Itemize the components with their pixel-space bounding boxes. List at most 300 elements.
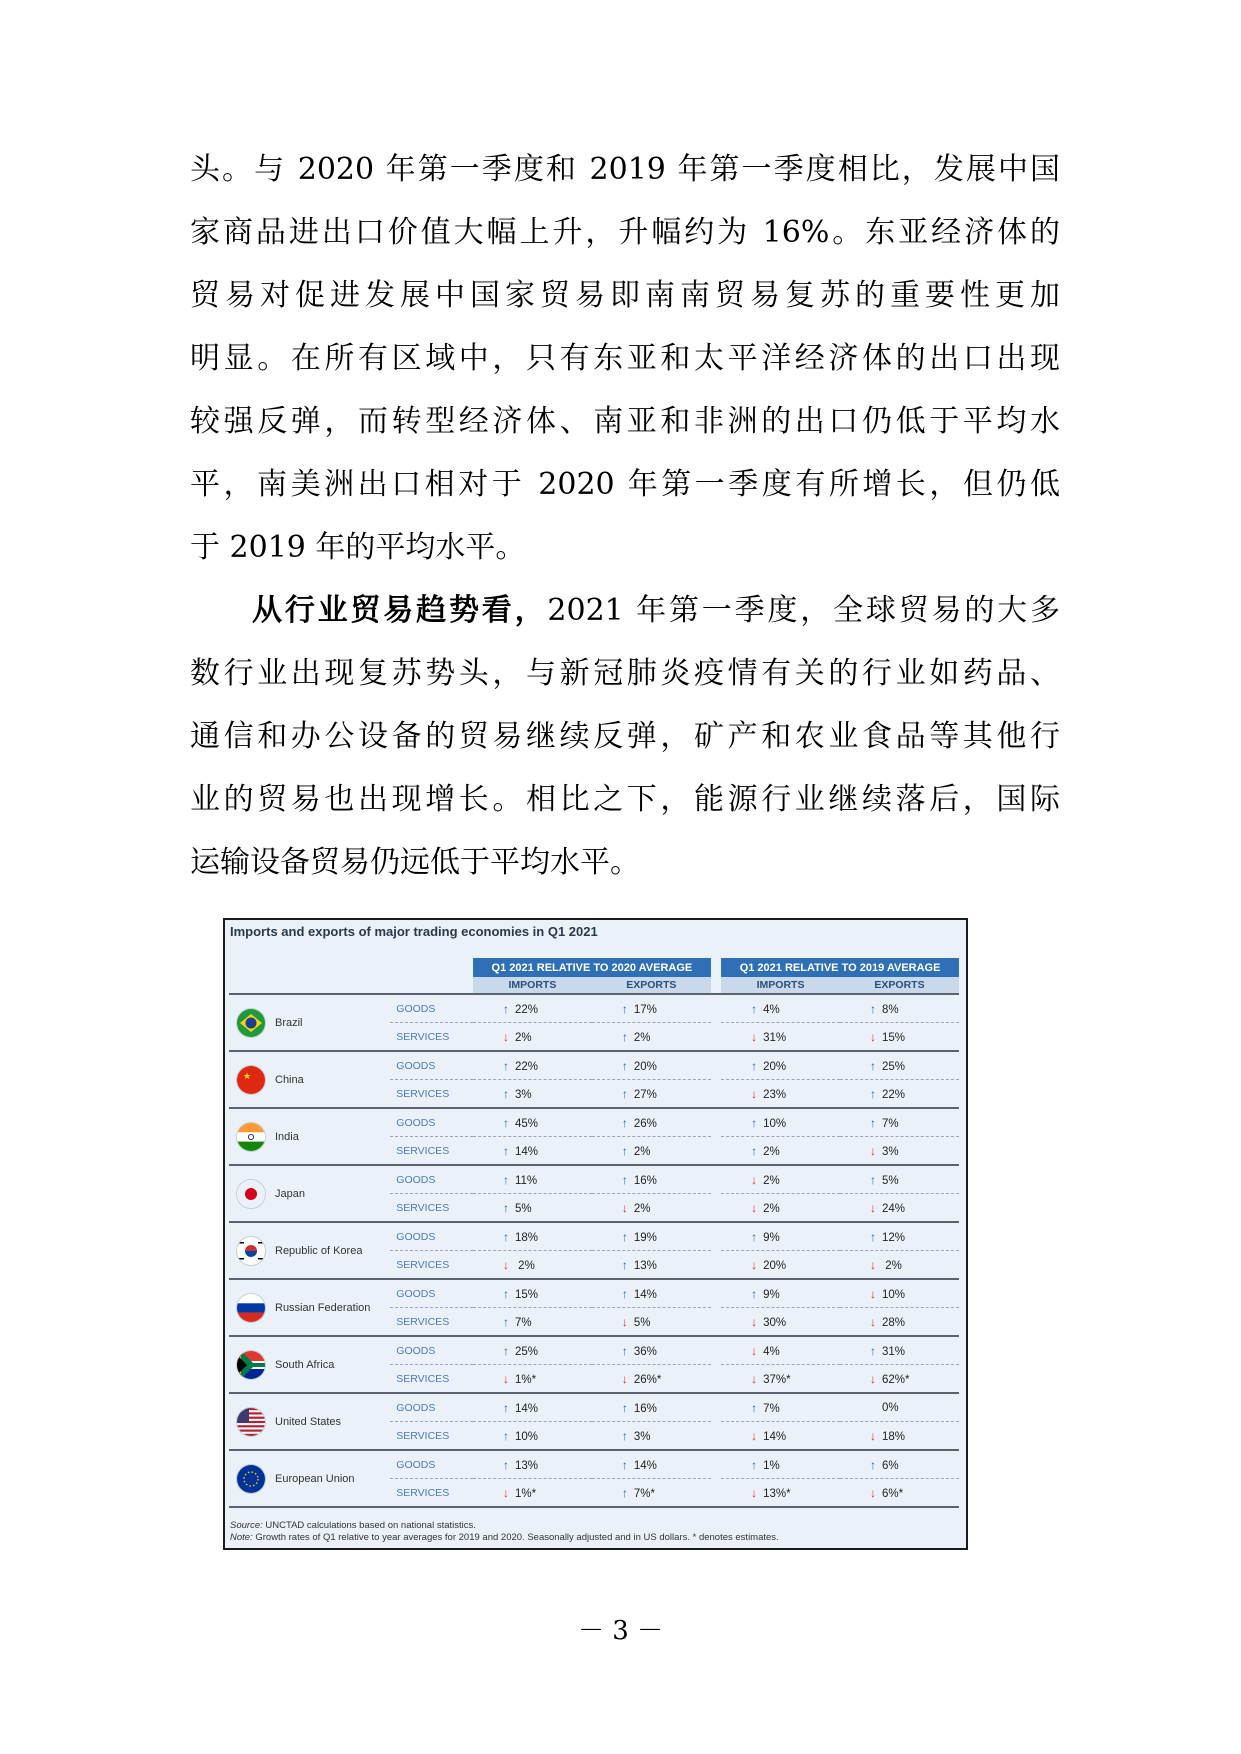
- value-cell: [840, 1479, 959, 1508]
- arrow-up-icon: ↑: [621, 1257, 628, 1272]
- goods-label: GOODS: [390, 1336, 473, 1365]
- group-header-2019: Q1 2021 RELATIVE TO 2019 AVERAGE: [721, 958, 959, 977]
- value-text: 2%: [763, 1202, 780, 1215]
- value-text: 22%: [514, 1060, 539, 1073]
- arrow-up-icon: ↑: [621, 1172, 628, 1187]
- arrow-down-icon: ↓: [751, 1343, 758, 1358]
- arrow-down-icon: ↓: [870, 1314, 876, 1329]
- value-text: 19%: [633, 1231, 657, 1244]
- value-text: 9%: [763, 1231, 780, 1244]
- arrow-up-icon: ↑: [502, 1200, 509, 1215]
- col-imports-2020: IMPORTS: [473, 977, 592, 994]
- value-cell: [721, 1165, 840, 1194]
- value-text: 25%: [882, 1060, 906, 1073]
- value-text: 14%: [514, 1402, 539, 1415]
- arrow-up-icon: ↑: [502, 1457, 509, 1472]
- value-cell: [721, 1479, 840, 1508]
- value-cell: [721, 1422, 840, 1451]
- country-name: India: [275, 1130, 299, 1143]
- value-text: 2%: [633, 1202, 651, 1215]
- value-text: 17%: [633, 1003, 657, 1016]
- value-text: 15%: [514, 1288, 539, 1301]
- text-line: 于 2019 年的平均水平。: [190, 530, 526, 565]
- figure-notes: [230, 1520, 779, 1544]
- value-cell: [473, 1051, 592, 1080]
- value-text: 36%: [633, 1345, 657, 1358]
- table-row: [229, 1279, 959, 1308]
- value-cell: [721, 994, 840, 1023]
- value-cell: [840, 1222, 959, 1251]
- value-text: 31%: [882, 1345, 906, 1358]
- value-cell: [592, 1137, 711, 1166]
- value-cell: [473, 1194, 592, 1223]
- services-label: SERVICES: [390, 1080, 473, 1109]
- country-cell: [229, 1051, 390, 1108]
- value-text: 2%: [514, 1031, 532, 1044]
- arrow-up-icon: ↑: [870, 1115, 876, 1130]
- value-cell: [592, 1450, 711, 1479]
- value-cell: [721, 1222, 840, 1251]
- country-cell: [229, 1279, 390, 1336]
- value-text: 18%: [514, 1231, 539, 1244]
- table-row: [229, 1108, 959, 1137]
- value-cell: [840, 1137, 959, 1166]
- arrow-up-icon: ↑: [502, 1343, 509, 1358]
- value-text: 13%: [514, 1459, 539, 1472]
- value-text: 5%: [514, 1202, 532, 1215]
- arrow-up-icon: ↑: [502, 1001, 509, 1016]
- value-cell: [840, 1051, 959, 1080]
- value-cell: [592, 1479, 711, 1508]
- value-cell: [721, 1251, 840, 1280]
- value-cell: [473, 1422, 592, 1451]
- goods-label: GOODS: [390, 1450, 473, 1479]
- note-label: Note:: [230, 1532, 253, 1543]
- value-text: 25%: [514, 1345, 539, 1358]
- table-row: [229, 1165, 959, 1194]
- value-text: 2%: [633, 1145, 651, 1158]
- arrow-up-icon: ↑: [751, 1058, 758, 1073]
- value-text: 20%: [763, 1259, 787, 1272]
- value-text: 3%: [882, 1145, 899, 1158]
- value-text: 1%*: [514, 1373, 537, 1386]
- value-cell: [840, 1279, 959, 1308]
- value-text: 2%: [763, 1145, 780, 1158]
- arrow-up-icon: ↑: [502, 1428, 509, 1443]
- value-cell: [592, 1108, 711, 1137]
- arrow-up-icon: ↑: [502, 1400, 509, 1415]
- value-text: 26%: [633, 1117, 657, 1130]
- value-cell: [840, 1308, 959, 1337]
- services-label: SERVICES: [390, 1251, 473, 1280]
- arrow-up-icon: ↑: [621, 1058, 628, 1073]
- value-cell: [473, 1165, 592, 1194]
- country-name: South Africa: [275, 1358, 335, 1371]
- value-text: 6%: [882, 1459, 899, 1472]
- paragraph-2: [190, 579, 1060, 894]
- value-cell: [840, 1422, 959, 1451]
- russia-flag-icon: [237, 1294, 265, 1322]
- arrow-up-icon: ↑: [751, 1229, 758, 1244]
- col-imports-2019: IMPORTS: [721, 977, 840, 994]
- arrow-up-icon: ↑: [502, 1286, 509, 1301]
- arrow-up-icon: ↑: [502, 1314, 509, 1329]
- table-row: [229, 1336, 959, 1365]
- arrow-down-icon: ↓: [751, 1257, 758, 1272]
- value-cell: [592, 1222, 711, 1251]
- value-text: 28%: [882, 1316, 906, 1329]
- country-name: Japan: [275, 1187, 305, 1200]
- arrow-down-icon: ↓: [870, 1029, 876, 1044]
- arrow-up-icon: ↑: [502, 1229, 509, 1244]
- value-text: 3%: [514, 1088, 532, 1101]
- value-cell: [473, 1279, 592, 1308]
- arrow-up-icon: ↑: [621, 1485, 628, 1500]
- value-text: 18%: [882, 1430, 906, 1443]
- arrow-down-icon: ↓: [751, 1029, 758, 1044]
- arrow-up-icon: ↑: [502, 1086, 509, 1101]
- country-name: China: [275, 1073, 304, 1086]
- value-cell: [592, 1080, 711, 1109]
- text-line: 家商品进出口价值大幅上升，升幅约为 16%。东亚经济体的: [190, 215, 1060, 250]
- goods-label: GOODS: [390, 994, 473, 1023]
- arrow-down-icon: ↓: [502, 1371, 509, 1386]
- value-cell: [721, 1336, 840, 1365]
- arrow-up-icon: ↑: [870, 1172, 876, 1187]
- value-cell: [592, 1336, 711, 1365]
- services-label: SERVICES: [390, 1422, 473, 1451]
- arrow-down-icon: ↓: [870, 1257, 876, 1272]
- value-cell: [592, 994, 711, 1023]
- arrow-down-icon: ↓: [751, 1371, 758, 1386]
- text-line: 数行业出现复苏势头，与新冠肺炎疫情有关的行业如药品、: [190, 656, 1060, 691]
- value-cell: [721, 1308, 840, 1337]
- value-cell: [840, 1194, 959, 1223]
- value-text: 7%: [882, 1117, 899, 1130]
- services-label: SERVICES: [390, 1479, 473, 1508]
- paragraph-2-first-line: [190, 579, 1060, 642]
- services-label: SERVICES: [390, 1365, 473, 1394]
- text-line: 较强反弹，而转型经济体、南亚和非洲的出口仍低于平均水: [190, 404, 1060, 439]
- value-text: 6%*: [882, 1487, 904, 1500]
- arrow-up-icon: ↑: [502, 1058, 509, 1073]
- value-text: 0%: [882, 1401, 899, 1414]
- arrow-down-icon: ↓: [751, 1172, 758, 1187]
- value-cell: [840, 1393, 959, 1422]
- goods-label: GOODS: [390, 1108, 473, 1137]
- value-text: 2%: [514, 1259, 535, 1272]
- arrow-down-icon: ↓: [502, 1257, 509, 1272]
- table-bottom-rule: [229, 1507, 959, 1508]
- services-label: SERVICES: [390, 1194, 473, 1223]
- value-cell: [840, 1165, 959, 1194]
- value-cell: [840, 1336, 959, 1365]
- value-cell: [473, 1336, 592, 1365]
- paragraph-1: [190, 138, 1060, 579]
- value-cell: [592, 1308, 711, 1337]
- trade-figure: [223, 918, 968, 1550]
- china-flag-icon: [237, 1066, 265, 1094]
- value-text: 22%: [514, 1003, 539, 1016]
- table-row: [229, 1393, 959, 1422]
- value-text: 5%: [633, 1316, 651, 1329]
- trade-table: [229, 958, 959, 1508]
- text-line: 头。与 2020 年第一季度和 2019 年第一季度相比，发展中国: [190, 152, 1060, 187]
- arrow-up-icon: ↑: [621, 1115, 628, 1130]
- value-text: 31%: [763, 1031, 787, 1044]
- country-cell: [229, 1222, 390, 1279]
- value-text: 9%: [763, 1288, 780, 1301]
- services-label: SERVICES: [390, 1308, 473, 1337]
- value-text: 24%: [882, 1202, 906, 1215]
- value-cell: [473, 1365, 592, 1394]
- south-africa-flag-icon: [237, 1351, 265, 1379]
- arrow-up-icon: ↑: [870, 1086, 876, 1101]
- value-cell: [592, 1251, 711, 1280]
- value-cell: [721, 1137, 840, 1166]
- value-cell: [721, 1108, 840, 1137]
- text-line: 通信和办公设备的贸易继续反弹，矿产和农业食品等其他行: [190, 719, 1060, 754]
- arrow-down-icon: ↓: [502, 1485, 509, 1500]
- value-text: 13%*: [763, 1487, 791, 1500]
- arrow-up-icon: ↑: [621, 1086, 628, 1101]
- services-label: SERVICES: [390, 1023, 473, 1052]
- country-cell: [229, 1336, 390, 1393]
- value-text: 13%: [633, 1259, 657, 1272]
- text-line: 业的贸易也出现增长。相比之下，能源行业继续落后，国际: [190, 782, 1060, 817]
- value-text: 2%: [633, 1031, 651, 1044]
- country-name: Brazil: [275, 1016, 303, 1029]
- value-cell: [840, 1080, 959, 1109]
- arrow-up-icon: ↑: [751, 1400, 758, 1415]
- value-cell: [721, 1194, 840, 1223]
- source-text: UNCTAD calculations based on national statistics.: [262, 1520, 476, 1531]
- arrow-up-icon: ↑: [621, 1001, 628, 1016]
- value-text: 12%: [882, 1231, 906, 1244]
- value-text: 1%: [763, 1459, 780, 1472]
- value-cell: [473, 1308, 592, 1337]
- arrow-down-icon: ↓: [870, 1200, 876, 1215]
- value-text: 20%: [633, 1060, 657, 1073]
- value-text: 37%*: [763, 1373, 791, 1386]
- table-row: [229, 1450, 959, 1479]
- arrow-down-icon: ↓: [751, 1428, 758, 1443]
- country-cell: [229, 994, 390, 1051]
- value-text: 14%: [763, 1430, 787, 1443]
- country-cell: [229, 1450, 390, 1507]
- value-cell: [473, 1080, 592, 1109]
- value-cell: [592, 1279, 711, 1308]
- value-cell: [721, 1365, 840, 1394]
- korea-flag-icon: [237, 1237, 265, 1265]
- goods-label: GOODS: [390, 1279, 473, 1308]
- arrow-down-icon: ↓: [870, 1428, 876, 1443]
- country-cell: [229, 1108, 390, 1165]
- value-cell: [473, 1251, 592, 1280]
- arrow-up-icon: ↑: [621, 1343, 628, 1358]
- value-text: 23%: [763, 1088, 787, 1101]
- table-row: [229, 1051, 959, 1080]
- value-cell: [473, 1137, 592, 1166]
- arrow-up-icon: ↑: [870, 1058, 876, 1073]
- value-text: 8%: [882, 1003, 899, 1016]
- arrow-up-icon: ↑: [621, 1400, 628, 1415]
- arrow-down-icon: ↓: [751, 1485, 758, 1500]
- value-text: 7%*: [633, 1487, 655, 1500]
- arrow-down-icon: ↓: [870, 1485, 876, 1500]
- text-line: 平，南美洲出口相对于 2020 年第一季度有所增长，但仍低: [190, 467, 1060, 502]
- eu-flag-icon: [237, 1465, 265, 1493]
- value-cell: [473, 1479, 592, 1508]
- col-exports-2019: EXPORTS: [840, 977, 959, 994]
- goods-label: GOODS: [390, 1051, 473, 1080]
- value-cell: [592, 1393, 711, 1422]
- text-line: 运输设备贸易仍远低于平均水平。: [190, 845, 640, 880]
- india-flag-icon: [237, 1123, 265, 1151]
- arrow-down-icon: ↓: [751, 1200, 758, 1215]
- value-text: 16%: [633, 1174, 657, 1187]
- value-text: 4%: [763, 1345, 780, 1358]
- value-text: 22%: [882, 1088, 906, 1101]
- value-cell: [721, 1393, 840, 1422]
- value-text: 26%*: [633, 1373, 662, 1386]
- arrow-up-icon: ↑: [751, 1115, 758, 1130]
- value-text: 2%: [882, 1259, 902, 1272]
- japan-flag-icon: [237, 1180, 265, 1208]
- value-text: 7%: [514, 1316, 532, 1329]
- country-name: Russian Federation: [275, 1301, 371, 1314]
- value-cell: [473, 994, 592, 1023]
- goods-label: GOODS: [390, 1393, 473, 1422]
- arrow-down-icon: ↓: [870, 1371, 876, 1386]
- value-text: 14%: [633, 1459, 657, 1472]
- value-text: 11%: [514, 1174, 538, 1187]
- arrow-down-icon: ↓: [870, 1143, 876, 1158]
- value-text: 3%: [633, 1430, 651, 1443]
- paragraph-2-lead-rest: 2021 年第一季度，全球贸易的大多: [547, 593, 1061, 628]
- usa-flag-icon: [237, 1408, 265, 1436]
- arrow-up-icon: ↑: [751, 1001, 758, 1016]
- group-header-2020: Q1 2021 RELATIVE TO 2020 AVERAGE: [473, 958, 711, 977]
- arrow-up-icon: ↑: [502, 1143, 509, 1158]
- country-name: European Union: [275, 1472, 355, 1485]
- value-text: 7%: [763, 1402, 780, 1415]
- value-cell: [721, 1051, 840, 1080]
- value-text: 4%: [763, 1003, 780, 1016]
- value-cell: [592, 1023, 711, 1052]
- value-text: 10%: [763, 1117, 787, 1130]
- text-line: 明显。在所有区域中，只有东亚和太平洋经济体的出口出现: [190, 341, 1060, 376]
- arrow-up-icon: ↑: [621, 1457, 628, 1472]
- goods-label: GOODS: [390, 1222, 473, 1251]
- value-cell: [721, 1279, 840, 1308]
- value-text: 10%: [514, 1430, 539, 1443]
- table-row: [229, 1222, 959, 1251]
- arrow-up-icon: ↑: [621, 1229, 628, 1244]
- value-cell: [840, 1365, 959, 1394]
- value-text: 27%: [633, 1088, 657, 1101]
- value-cell: [592, 1194, 711, 1223]
- arrow-up-icon: ↑: [621, 1428, 628, 1443]
- arrow-up-icon: ↑: [621, 1143, 628, 1158]
- value-cell: [473, 1023, 592, 1052]
- value-text: 1%*: [514, 1487, 537, 1500]
- value-text: 5%: [882, 1174, 899, 1187]
- value-cell: [840, 994, 959, 1023]
- arrow-up-icon: ↑: [751, 1286, 758, 1301]
- value-cell: [721, 1450, 840, 1479]
- text-line: 贸易对促进发展中国家贸易即南南贸易复苏的重要性更加: [190, 278, 1060, 313]
- value-cell: [721, 1023, 840, 1052]
- value-cell: [473, 1222, 592, 1251]
- arrow-up-icon: ↑: [502, 1115, 509, 1130]
- arrow-down-icon: ↓: [502, 1029, 509, 1044]
- value-text: 20%: [763, 1060, 787, 1073]
- arrow-down-icon: ↓: [870, 1286, 876, 1301]
- services-label: SERVICES: [390, 1137, 473, 1166]
- value-text: 14%: [514, 1145, 539, 1158]
- arrow-up-icon: ↑: [870, 1343, 876, 1358]
- value-text: 62%*: [882, 1373, 910, 1386]
- value-cell: [721, 1080, 840, 1109]
- value-text: 2%: [763, 1174, 780, 1187]
- country-cell: [229, 1165, 390, 1222]
- goods-label: GOODS: [390, 1165, 473, 1194]
- country-name: United States: [275, 1415, 342, 1428]
- value-cell: [592, 1165, 711, 1194]
- arrow-down-icon: ↓: [621, 1200, 628, 1215]
- arrow-up-icon: ↑: [621, 1286, 628, 1301]
- country-cell: [229, 1393, 390, 1450]
- value-cell: [592, 1365, 711, 1394]
- value-cell: [473, 1108, 592, 1137]
- arrow-up-icon: ↑: [621, 1029, 628, 1044]
- table-row: [229, 994, 959, 1023]
- value-cell: [840, 1023, 959, 1052]
- note-text: Growth rates of Q1 relative to year averages for 2019 and 2020. Seasonally adjusted and in US dollars. * denotes estimates.: [252, 1532, 779, 1543]
- arrow-down-icon: ↓: [621, 1371, 628, 1386]
- paragraph-2-lead-bold: 从行业贸易趋势看，: [252, 593, 548, 628]
- brazil-flag-icon: [237, 1009, 265, 1037]
- value-text: 30%: [763, 1316, 787, 1329]
- arrow-up-icon: ↑: [751, 1143, 758, 1158]
- value-cell: [592, 1422, 711, 1451]
- value-text: 16%: [633, 1402, 657, 1415]
- value-text: 45%: [514, 1117, 539, 1130]
- country-name: Republic of Korea: [275, 1244, 363, 1257]
- arrow-up-icon: ↑: [751, 1457, 758, 1472]
- col-exports-2020: EXPORTS: [592, 977, 711, 994]
- value-text: 10%: [882, 1288, 906, 1301]
- arrow-up-icon: ↑: [870, 1001, 876, 1016]
- arrow-up-icon: ↑: [502, 1172, 509, 1187]
- value-text: 14%: [633, 1288, 657, 1301]
- value-text: 15%: [882, 1031, 906, 1044]
- source-label: Source:: [230, 1520, 263, 1531]
- value-cell: [473, 1450, 592, 1479]
- arrow-up-icon: ↑: [870, 1457, 876, 1472]
- value-cell: [840, 1108, 959, 1137]
- value-cell: [840, 1251, 959, 1280]
- arrow-down-icon: ↓: [751, 1086, 758, 1101]
- page-number: － 3 －: [577, 1616, 664, 1646]
- value-cell: [592, 1051, 711, 1080]
- value-cell: [473, 1393, 592, 1422]
- figure-title: Imports and exports of major trading economies in Q1 2021: [230, 924, 598, 939]
- svg-text:★: ★: [243, 1070, 252, 1081]
- arrow-down-icon: ↓: [751, 1314, 758, 1329]
- arrow-up-icon: ↑: [870, 1229, 876, 1244]
